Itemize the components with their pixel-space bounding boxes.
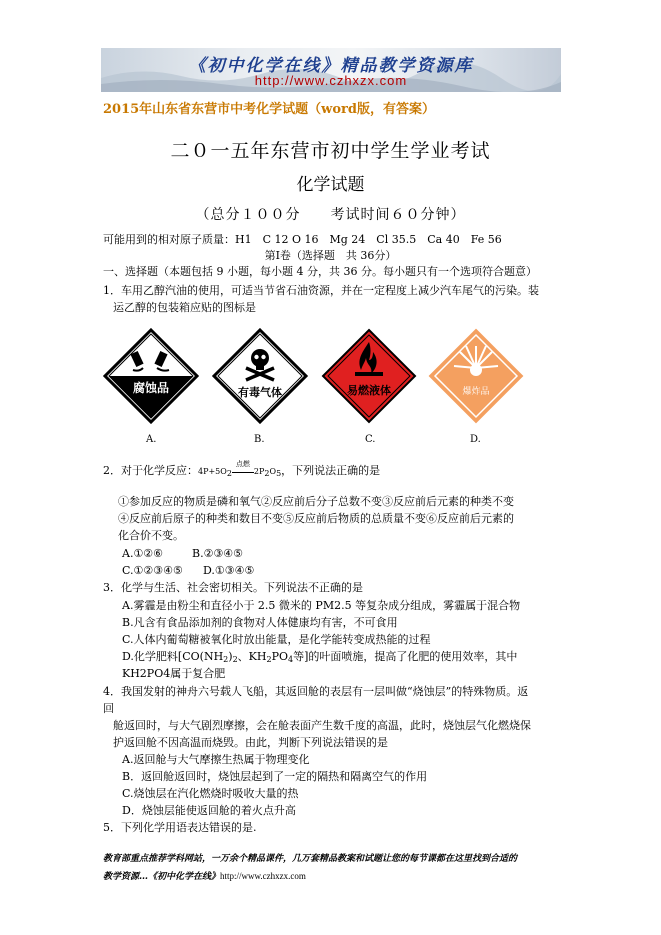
page-footer (103, 851, 563, 886)
sign-c-text: 易燃液体 (347, 384, 391, 397)
volume-heading: 第Ⅰ卷（选择题 共 36分） (264, 249, 397, 262)
q2-stem (103, 460, 381, 482)
sign-a-text: 腐蚀品 (132, 381, 170, 395)
eq-sub3: 5 (276, 469, 282, 478)
sign-b-label: B. (254, 434, 265, 445)
exam-info: （总分１００分 考试时间６０分钟） (195, 207, 466, 223)
q3-option-d-line2: KH2PO4属于复合肥 (122, 667, 226, 680)
q4-line3: 舱返回时，与大气剧烈摩擦，会在舱表面产生数千度的高温，此时，烧蚀层气化燃烧保 (113, 719, 531, 732)
q4-line4: 护返回舱不因高温而烧毁。由此，判断下列说法错误的是 (113, 736, 388, 749)
q2-line3: 化合价不变。 (118, 529, 184, 542)
eq-sub2: 2 (264, 469, 270, 478)
q4-line1: 4．我国发射的神舟六号载人飞船，其返回舱的表层有一层叫做“烧蚀层”的特殊物质。返 (103, 685, 529, 698)
q2-equation (198, 460, 282, 478)
q3-option-b: B.凡含有食品添加剂的食物对人体健康均有害，不可食用 (122, 616, 398, 629)
q4-option-a: A.返回舱与大气摩擦生热属于物理变化 (122, 753, 310, 766)
q3-option-c: C.人体内葡萄糖被氧化时放出能量，是化学能转变成热能的过程 (122, 633, 431, 646)
q3-d-part-d: PO (271, 650, 288, 663)
sign-a-label: A. (146, 434, 157, 445)
q2-option-b: B.②③④⑤ (192, 547, 244, 560)
header-banner (101, 48, 561, 92)
sign-b-text: 有毒气体 (238, 386, 282, 399)
subject-title: 化学试题 (296, 175, 365, 195)
q3-d-part-a: D.化学肥料[CO(NH (122, 650, 224, 663)
q2-option-a: A.①②⑥ (122, 547, 164, 560)
atomic-masses: 可能用到的相对原子质量：H1 C 12 O 16 Mg 24 Cl 35.5 Ca 40 Fe 56 (103, 233, 502, 246)
footer-line1: 教育部重点推荐学科网站，一万余个精品课件，几万套精品教案和试题让您的每节课都在这里找到合适的 (103, 854, 518, 864)
q2-option-d: D.①③④⑤ (203, 564, 255, 577)
banner-url[interactable]: http://www.czhxzx.com (254, 73, 408, 88)
banner-title: 《初中化学在线》精品教学资源库 (188, 56, 474, 76)
q4-line2: 回 (103, 702, 114, 715)
document-title: 2015年山东省东营市中考化学试题（word版，有答案） (103, 102, 435, 117)
eq-left: 4P+5O (198, 467, 227, 476)
q3-d-part-e: 等]的叶面喷施，提高了化肥的使用效率，其中 (293, 650, 518, 663)
toxic-gas-sign-icon (212, 328, 308, 424)
q4-option-d: D．烧蚀层能使返回舱的着火点升高 (122, 804, 296, 817)
q3-d-part-b: ) (228, 650, 233, 663)
q2-suffix: ，下列说法正确的是 (281, 464, 381, 477)
sign-c-label: C. (365, 434, 376, 445)
section-heading: 一、选择题（本题包括 9 小题，每小题 4 分，共 36 分。每小题只有一个选项符合题意） (103, 265, 537, 278)
q3-d-sub2: 2 (232, 655, 238, 664)
q5-stem: 5．下列化学用语表达错误的是. (103, 821, 257, 834)
q4-option-b: B．返回舱返回时，烧蚀层起到了一定的隔热和隔离空气的作用 (122, 770, 428, 783)
q1-line2: 运乙醇的包装箱应贴的图标是 (113, 301, 256, 314)
q3-d-sub1: 2 (223, 655, 229, 664)
exam-title: 二０一五年东营市初中学生学业考试 (170, 140, 491, 162)
eq-right: 2P (253, 467, 265, 476)
eq-arrow (232, 460, 254, 480)
q3-d-part-c: 、KH (237, 650, 267, 663)
q3-d-sub3: 2 (266, 655, 272, 664)
footer-line2 (103, 868, 563, 886)
q3-stem: 3．化学与生活、社会密切相关。下列说法不正确的是 (103, 581, 363, 594)
q2-prefix: 2．对于化学反应： (103, 464, 198, 477)
eq-o: O (269, 467, 277, 476)
flammable-liquid-sign-icon (321, 328, 417, 424)
corrosive-sign-icon (103, 328, 199, 424)
q3-d-sub4: 4 (287, 655, 294, 664)
sign-d-text: 爆炸品 (462, 387, 490, 397)
footer-link[interactable]: http://www.czhxzx.com (220, 871, 306, 881)
footer-text: 教学资源…《初中化学在线》 (103, 872, 221, 882)
q2-option-c: C.①②③④⑤ (122, 564, 183, 577)
q3-option-a: A.雾霾是由粉尘和直径小于 2.5 微米的 PM2.5 等复杂成分组成，雾霾属于混合物 (122, 599, 521, 612)
explosive-sign-icon (428, 328, 524, 424)
q4-option-c: C.烧蚀层在汽化燃烧时吸收大量的热 (122, 787, 299, 800)
eq-condition: 点燃 (235, 460, 250, 468)
q1-line1: 1．车用乙醇汽油的使用，可适当节省石油资源，并在一定程度上减少汽车尾气的污染。装 (103, 284, 539, 297)
sign-d-label: D. (470, 434, 481, 445)
q2-line2: ④反应前后原子的种类和数目不变⑤反应前后物质的总质量不变⑥反应前后元素的 (118, 512, 514, 525)
eq-sub1: 2 (226, 469, 232, 478)
q2-line1: ①参加反应的物质是磷和氧气②反应前后分子总数不变③反应前后元素的种类不变 (118, 495, 514, 508)
